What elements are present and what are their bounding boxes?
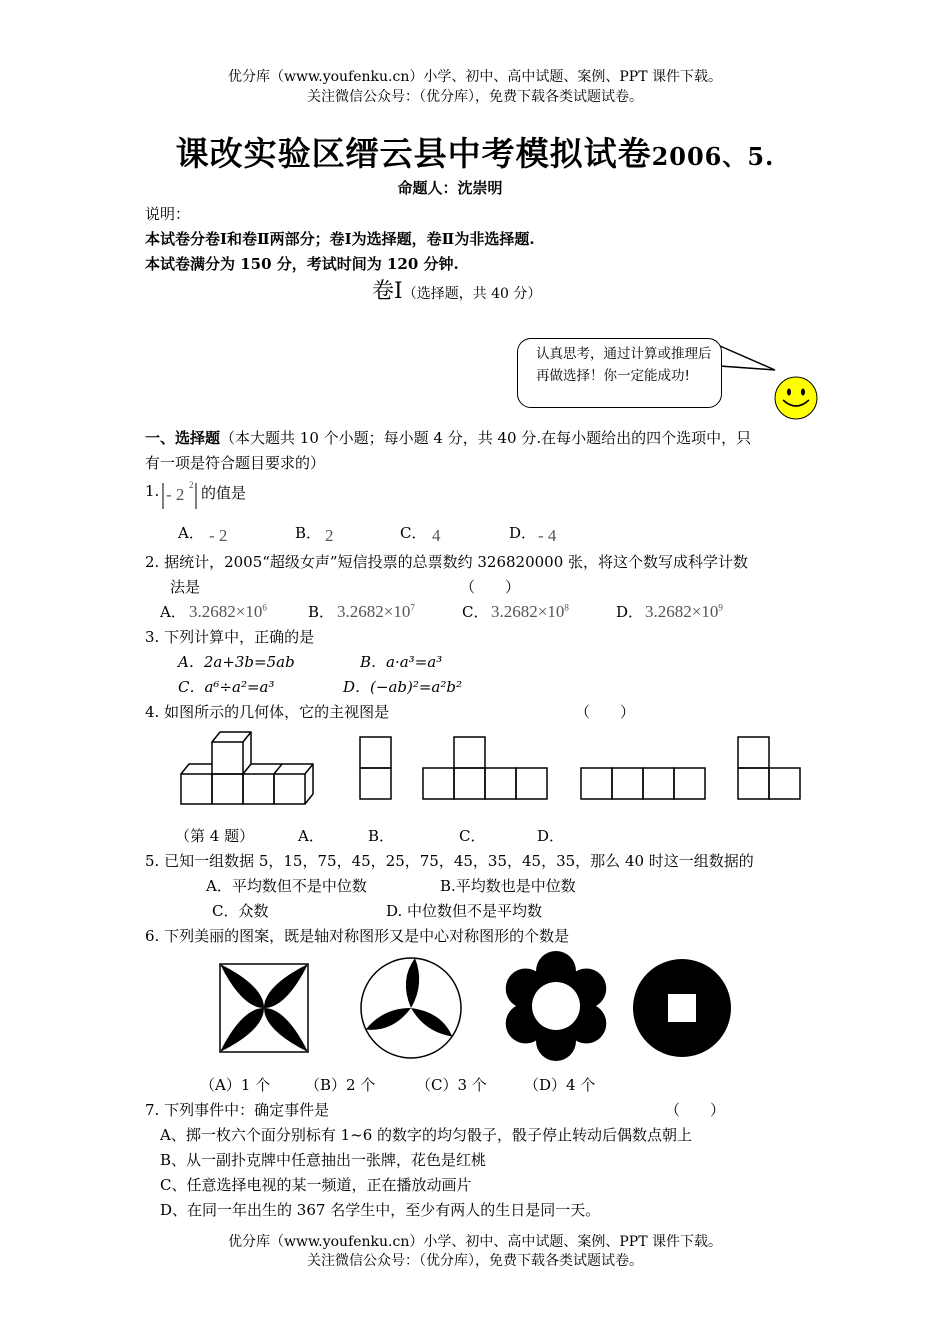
q2-c-base: 3.2682 (491, 602, 538, 621)
section-heading-line (145, 427, 751, 448)
footer-line-2: 关注微信公众号：（优分库），免费下载各类试题试卷。 (307, 1253, 643, 1269)
q4-option-d-figure (736, 735, 806, 803)
q1-exponent: 2 (189, 480, 194, 490)
q6-stem: 6. 下列美丽的图案，既是轴对称图形又是中心对称图形的个数是 (145, 927, 570, 945)
q5-option-c: C．众数 (212, 902, 269, 920)
q2-option-a-label: A． (160, 603, 186, 621)
q2-b-base: 3.2682 (337, 602, 384, 621)
q4-option-d: D． (537, 827, 565, 845)
notes-line-1: 本试卷分卷Ⅰ和卷Ⅱ两部分；卷Ⅰ为选择题，卷Ⅱ为非选择题. (145, 230, 535, 248)
q1-option-d-label: D． (509, 524, 537, 542)
notes-line-2: 本试卷满分为 150 分，考试时间为 120 分钟. (145, 255, 459, 273)
footer-line-1: 优分库（www.youfenku.cn）小学、初中、高中试题、案例、PPT 课件下载。 (227, 1234, 722, 1250)
section-desc-2: 有一项是符合题目要求的） (145, 454, 326, 472)
author: 命题人：沈崇明 (397, 179, 503, 197)
q6-option-a: （A）1 个 (200, 1076, 271, 1094)
q1-option-b-value: 2 (325, 526, 334, 545)
q7-stem: 7. 下列事件中：确定事件是 (145, 1101, 330, 1119)
q1-option-c-label: C． (400, 524, 427, 542)
q2-option-c (491, 602, 569, 622)
q4-option-b: B． (368, 827, 395, 845)
q2-option-b (337, 602, 415, 622)
q3-option-b: B．a·a³=a³ (360, 653, 443, 671)
q2-option-a (189, 602, 267, 622)
smiley-icon (773, 376, 821, 422)
title-date: 2006、5. (651, 142, 775, 171)
notes-label: 说明： (145, 205, 191, 223)
page-title (0, 128, 950, 175)
q5-stem: 5. 已知一组数据 5，15，75，45，25，75，45，35，45，35，那么 40 时这一组数据的 (145, 852, 754, 870)
volume-heading (372, 274, 541, 305)
q1-option-a-value: - 2 (209, 526, 228, 545)
q6-pattern-square-petals (218, 962, 312, 1056)
q1-expression: - 2 (166, 485, 185, 504)
q4-option-b-figure (421, 735, 553, 803)
q2-c-times: ×10 (537, 602, 565, 621)
q2-d-base: 3.2682 (645, 602, 692, 621)
q2-option-d-label: D． (616, 603, 644, 621)
q7-paren: （ ） (665, 1101, 726, 1119)
section-desc-1: （本大题共 10 个小题；每小题 4 分，共 40 分.在每小题给出的四个选项中，只 (220, 429, 752, 447)
q2-stem-2: 法是 (170, 578, 201, 596)
q4-option-c-figure (579, 766, 711, 804)
q1-option-d-value: - 4 (538, 526, 557, 545)
q7-option-d: D、在同一年出生的 367 名学生中，至少有两人的生日是同一天。 (160, 1201, 601, 1219)
q2-stem-1: 2. 据统计，2005“超级女声”短信投票的总票数约 326820000 张，将这个数写成科学计数 (145, 553, 749, 571)
q2-option-c-label: C． (462, 603, 489, 621)
q2-a-exp: 6 (262, 602, 267, 613)
q6-option-d: （D）4 个 (524, 1076, 596, 1094)
q6-option-b: （B）2 个 (305, 1076, 376, 1094)
q2-b-times: ×10 (383, 602, 411, 621)
q2-d-exp: 9 (718, 602, 723, 613)
q7-option-b: B、从一副扑克牌中任意抽出一张牌，花色是红桃 (160, 1151, 487, 1169)
q1-option-a-label: A． (178, 524, 204, 542)
header-line-1: 优分库（www.youfenku.cn）小学、初中、高中试题、案例、PPT 课件下载。 (227, 69, 722, 85)
q2-a-base: 3.2682 (189, 602, 236, 621)
q4-paren: （ ） (575, 703, 636, 721)
q1-option-c-value: 4 (432, 526, 441, 545)
q4-solid-figure (178, 728, 323, 808)
q2-option-d (645, 602, 723, 622)
q6-pattern-three-blades (358, 955, 464, 1061)
q5-option-a: A．平均数但不是中位数 (206, 877, 367, 895)
q4-stem: 4. 如图所示的几何体，它的主视图是 (145, 703, 390, 721)
q2-c-exp: 8 (564, 602, 569, 613)
q4-caption: （第 4 题） (175, 827, 255, 845)
q5-option-b: B.平均数也是中位数 (440, 877, 576, 895)
q6-option-c: （C）3 个 (416, 1076, 487, 1094)
q2-paren: （ ） (460, 578, 521, 596)
q3-option-a: A．2a+3b=5ab (178, 653, 295, 671)
title-main: 课改实验区缙云县中考模拟试卷 (175, 134, 652, 173)
q6-pattern-coin (632, 958, 732, 1058)
q7-option-a: A、掷一枚六个面分别标有 1~6 的数字的均匀骰子，骰子停止转动后偶数点朝上 (160, 1126, 693, 1144)
q6-pattern-flower (500, 950, 612, 1062)
q7-option-c: C、任意选择电视的某一频道，正在播放动画片 (160, 1176, 472, 1194)
q2-a-times: ×10 (235, 602, 263, 621)
q5-option-d: D. 中位数但不是平均数 (386, 902, 543, 920)
q4-option-a-figure (358, 735, 394, 803)
q1-option-b-label: B． (295, 524, 322, 542)
q3-stem: 3. 下列计算中，正确的是 (145, 628, 315, 646)
section-heading: 一、选择题 (145, 429, 221, 447)
q4-option-c: C． (459, 827, 486, 845)
q1-number: 1. (145, 482, 160, 500)
q1-stem: 的值是 (201, 484, 247, 502)
q2-d-times: ×10 (691, 602, 719, 621)
q3-option-c: C．a⁶÷a²=a³ (178, 678, 275, 696)
q3-option-d: D．(−ab)²=a²b² (343, 678, 462, 696)
q2-option-b-label: B． (308, 603, 335, 621)
volume-name: 卷Ⅰ (372, 279, 403, 304)
volume-desc: （选择题，共 40 分） (402, 286, 542, 302)
q2-b-exp: 7 (410, 602, 415, 613)
header-line-2: 关注微信公众号：（优分库），免费下载各类试题试卷。 (307, 89, 643, 105)
speech-bubble: 认真思考，通过计算或推理后再做选择！你一定能成功! (517, 338, 722, 408)
q4-option-a: A． (298, 827, 324, 845)
